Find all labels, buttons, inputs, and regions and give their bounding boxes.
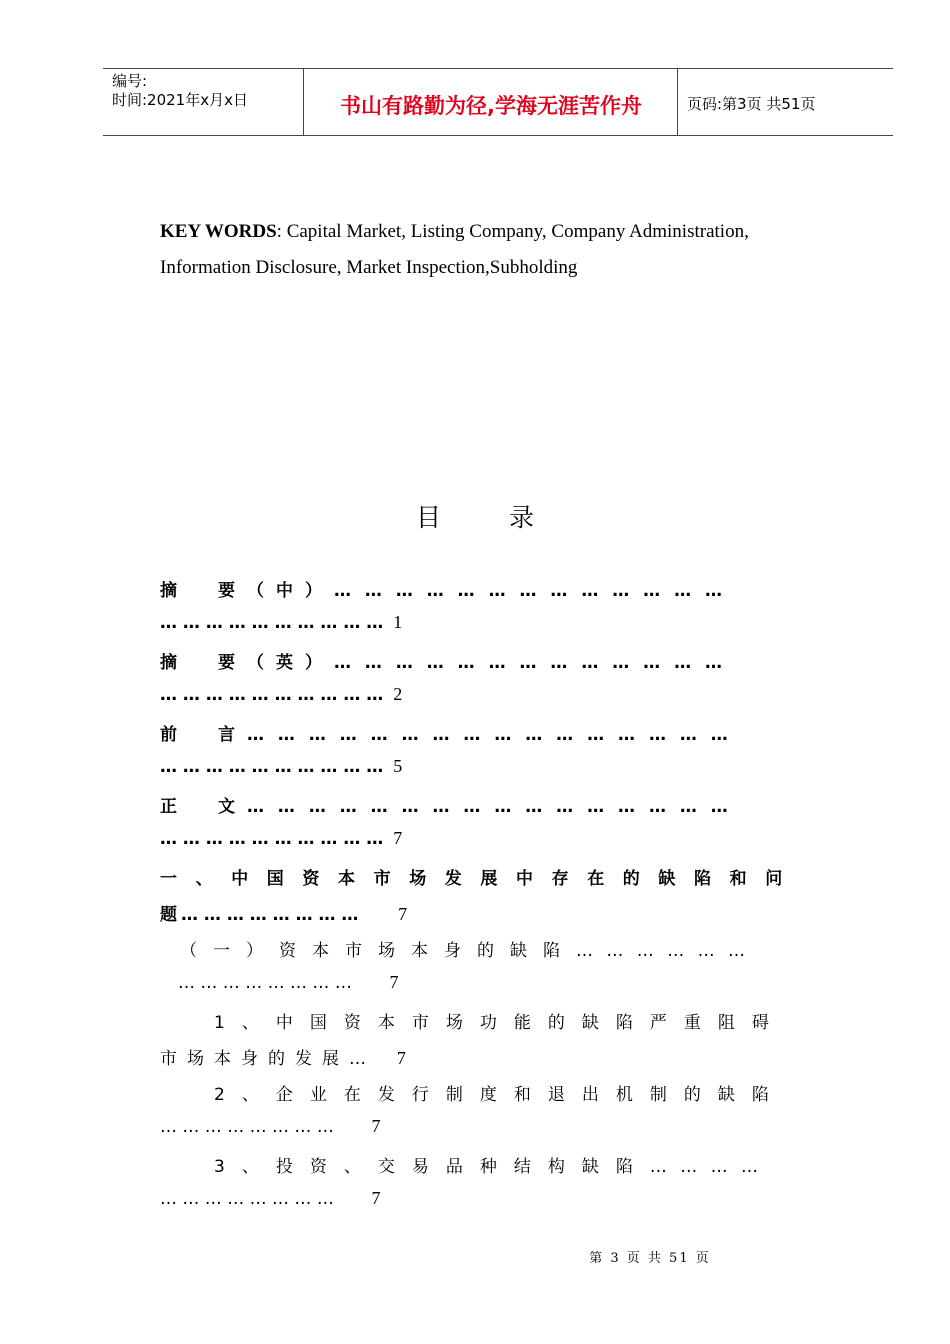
toc-entry[interactable] bbox=[160, 864, 801, 889]
toc-entry-text: （一）资本市场本身的缺陷 bbox=[180, 941, 576, 961]
toc-entry[interactable] bbox=[160, 648, 726, 673]
toc-dots: … … … … … … … … … … … … … bbox=[334, 653, 727, 673]
toc-dots: … … … … … … … … … … bbox=[160, 613, 384, 633]
header-page-info: 页码:第3页 共51页 bbox=[687, 95, 816, 113]
toc-page: 7 bbox=[398, 904, 412, 924]
toc-page: 2 bbox=[393, 684, 407, 704]
toc-entry-cont[interactable] bbox=[160, 828, 406, 849]
toc-entry-text: 市场本身的发展 bbox=[160, 1049, 349, 1069]
toc-entry-text: 一、中国资本市场发展中存在的缺陷和问 bbox=[160, 869, 801, 889]
toc-page: 7 bbox=[396, 1048, 406, 1068]
toc-entry-cont[interactable] bbox=[160, 900, 411, 925]
toc-entry-cont[interactable] bbox=[160, 612, 406, 633]
toc-entry[interactable] bbox=[214, 1008, 786, 1033]
toc-entry-text: 摘 要（中） bbox=[160, 581, 334, 601]
toc-entry[interactable] bbox=[160, 792, 732, 817]
toc-entry[interactable] bbox=[214, 1080, 786, 1105]
page-footer: 第 3 页 共 51 页 bbox=[589, 1251, 711, 1266]
toc-page: 7 bbox=[389, 972, 403, 992]
toc-dots: … … … … … … … … … … bbox=[160, 757, 384, 777]
keywords-label: KEY WORDS bbox=[160, 221, 277, 242]
toc-page: 5 bbox=[393, 756, 407, 776]
header-bottom-border bbox=[103, 135, 893, 136]
toc-page: 1 bbox=[393, 612, 407, 632]
toc-dots: … … … … … … … … … … bbox=[160, 829, 384, 849]
toc-entry[interactable] bbox=[160, 720, 732, 745]
toc-entry-cont[interactable] bbox=[160, 684, 406, 705]
toc-dots: … … … … … … … … … … bbox=[160, 685, 384, 705]
toc-dots: … bbox=[349, 1049, 366, 1069]
toc-dots: … … … … … … bbox=[576, 941, 750, 961]
toc-page: 7 bbox=[393, 828, 407, 848]
toc-dots: … … … … … … … … bbox=[178, 973, 352, 993]
toc-dots: … … … … … … … … … … … … … … … … bbox=[247, 797, 732, 817]
toc-entry-cont[interactable] bbox=[160, 756, 406, 777]
toc-title: 目 录 bbox=[416, 503, 564, 532]
toc-page: 7 bbox=[371, 1188, 385, 1208]
toc-entry-cont[interactable] bbox=[160, 1044, 406, 1069]
toc-entry-cont[interactable] bbox=[160, 1188, 384, 1209]
toc-dots: … … … … … … … … bbox=[160, 1189, 334, 1209]
toc-entry[interactable] bbox=[180, 936, 749, 961]
toc-dots: … … … … … … … … bbox=[181, 905, 359, 925]
toc-dots: … … … … … … … … … … … … … bbox=[334, 581, 727, 601]
toc-entry[interactable] bbox=[160, 576, 726, 601]
toc-dots: … … … … bbox=[649, 1157, 763, 1177]
toc-entry-text: 1、中国资本市场功能的缺陷严重阻碍 bbox=[214, 1013, 786, 1033]
toc-page: 7 bbox=[371, 1116, 385, 1136]
toc-entry[interactable] bbox=[214, 1152, 762, 1177]
toc-entry-text: 3、投资、交易品种结构缺陷 bbox=[214, 1157, 650, 1177]
header-top-border bbox=[103, 68, 893, 69]
serial-label: 编号: bbox=[112, 72, 148, 90]
toc-entry-cont[interactable] bbox=[160, 1116, 384, 1137]
header-meta bbox=[112, 72, 248, 110]
toc-entry-text: 摘 要（英） bbox=[160, 653, 334, 673]
time-label: 时间:2021年x月x日 bbox=[112, 91, 248, 109]
toc-dots: … … … … … … … … bbox=[160, 1117, 334, 1137]
toc-entry-text: 2、企业在发行制度和退出机制的缺陷 bbox=[214, 1085, 786, 1105]
keywords-line1: : Capital Market, Listing Company, Company Administration, bbox=[276, 221, 749, 242]
header-motto: 书山有路勤为径,学海无涯苦作舟 bbox=[340, 94, 642, 118]
toc-entry-cont[interactable] bbox=[178, 972, 402, 993]
toc-dots: … … … … … … … … … … … … … … … … bbox=[247, 725, 732, 745]
toc-entry-text: 正 文 bbox=[160, 797, 247, 817]
keywords-paragraph bbox=[160, 214, 800, 286]
toc-entry-text: 前 言 bbox=[160, 725, 247, 745]
toc-entry-text: 题 bbox=[160, 905, 181, 925]
keywords-line2: Information Disclosure, Market Inspection,Subholding bbox=[160, 257, 578, 278]
